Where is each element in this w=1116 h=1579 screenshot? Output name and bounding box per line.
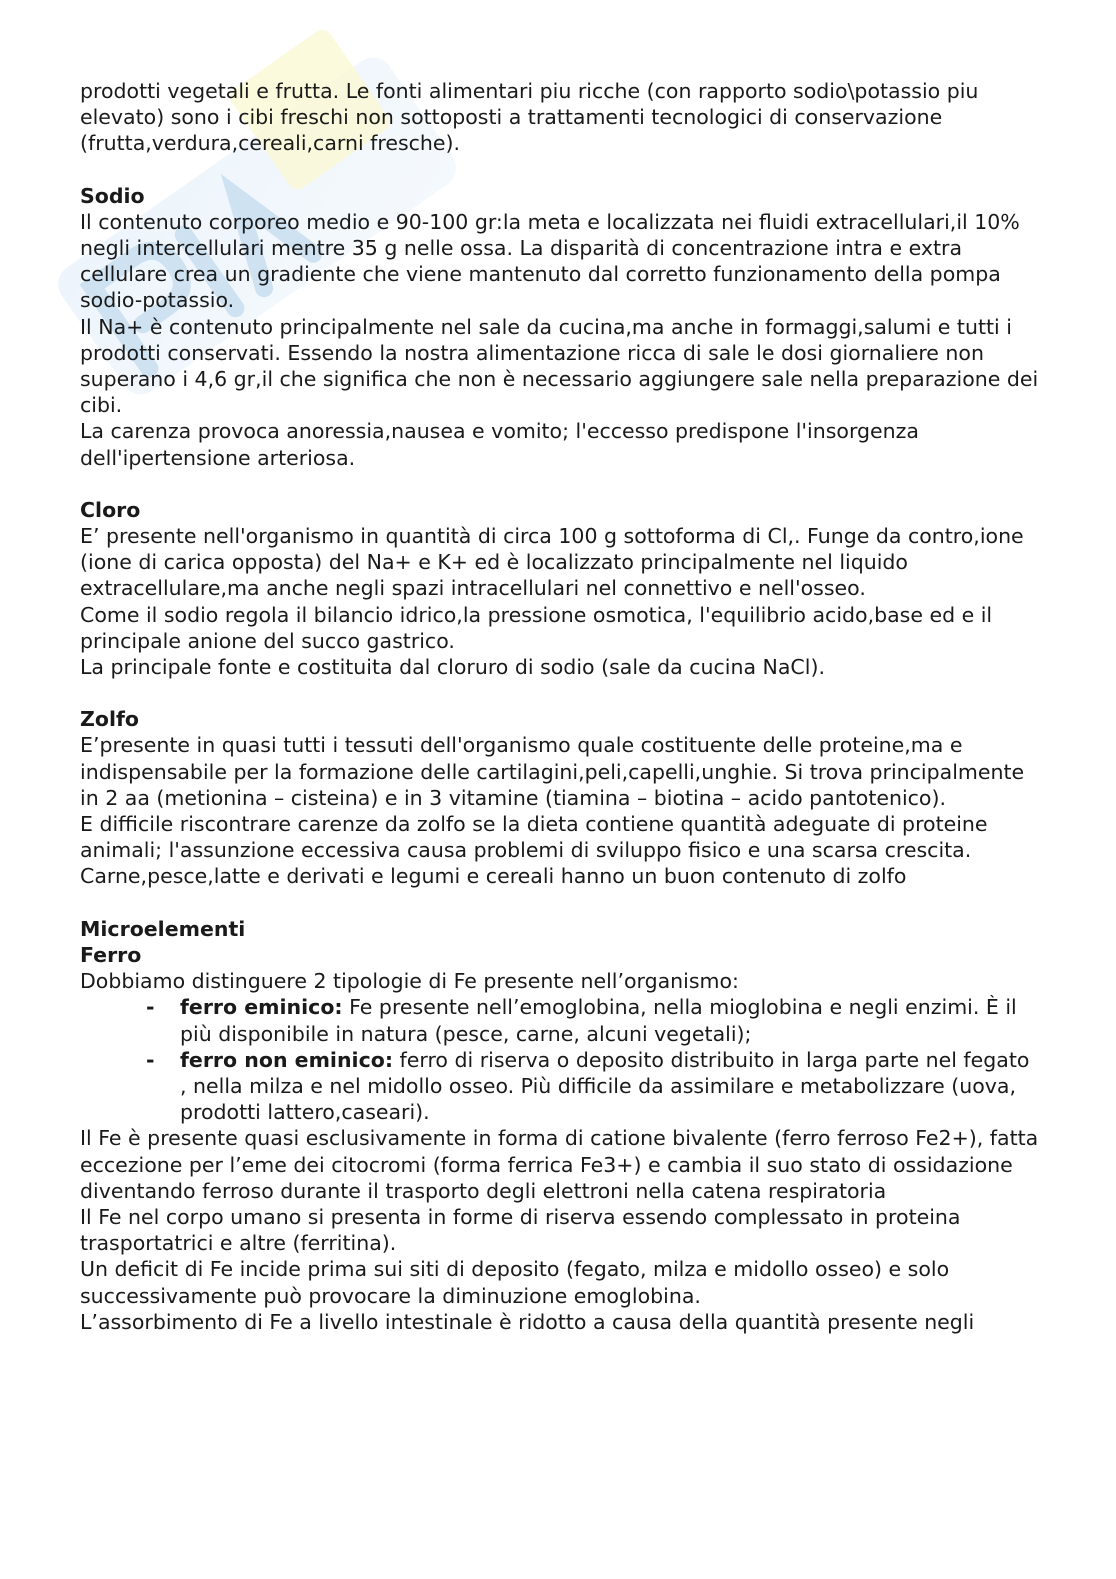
bullet-dash: - bbox=[146, 1047, 155, 1072]
zolfo-paragraph-2: E difficile riscontrare carenze da zolfo se la dieta contiene quantità adeguate di proteine animali; l'assunzione eccessiva causa problemi di sviluppo fisico e una scarsa crescita. bbox=[80, 812, 988, 863]
ferro-paragraph-4: L’assorbimento di Fe a livello intestinale è ridotto a causa della quantità presente negli bbox=[80, 1309, 975, 1334]
ferro-paragraph-3: Un deficit di Fe incide prima sui siti di deposito (fegato, milza e midollo osseo) e solo successivamente può provocare la diminuzione emoglobina. bbox=[80, 1257, 950, 1308]
ferro-paragraph-1: Il Fe è presente quasi esclusivamente in forma di catione bivalente (ferro ferroso Fe2+), fatta eccezione per l’eme dei citocromi (forma ferrica Fe3+) e cambia il suo stato di ossidazione diventando ferroso durante il trasporto degli elettroni nella catena respiratoria bbox=[80, 1126, 1039, 1203]
section-heading-zolfo: Zolfo bbox=[80, 707, 139, 732]
cloro-paragraph-1: E’ presente nell'organismo in quantità di circa 100 g sottoforma di Cl,. Funge da contro,ione (ione di carica opposta) del Na+ e K+ ed è localizzato principalmente nel liquido extracellulare,ma anche negli spazi intracellulari nel connettivo e nell'osseo. bbox=[80, 524, 1024, 601]
zolfo-paragraph-3: Carne,pesce,latte e derivati e legumi e cereali hanno un buon contenuto di zolfo bbox=[80, 864, 907, 889]
sodio-paragraph-2: Il Na+ è contenuto principalmente nel sale da cucina,ma anche in formaggi,salumi e tutti i prodotti conservati. Essendo la nostra alimentazione ricca di sale le dosi giornaliere non superano i 4,6 gr,il che significa che non è necessario aggiungere sale nella preparazione dei cibi. bbox=[80, 314, 1039, 418]
zolfo-paragraph-1: E’presente in quasi tutti i tessuti dell'organismo quale costituente delle proteine,ma e indispensabile per la formazione delle cartilagini,peli,capelli,unghie. Si trova principalmente in 2 aa (metionina – cisteina) e in 3 vitamine (tiamina – biotina – acido pantotenico). bbox=[80, 733, 1025, 810]
list-item bbox=[80, 1047, 1040, 1126]
cloro-paragraph-3: La principale fonte e costituita dal cloruro di sodio (sale da cucina NaCl). bbox=[80, 655, 825, 680]
ferro-intro: Dobbiamo distinguere 2 tipologie di Fe presente nell’organismo: bbox=[80, 969, 739, 994]
sodio-paragraph-3: La carenza provoca anoressia,nausea e vomito; l'eccesso predispone l'insorgenza dell'ipertensione arteriosa. bbox=[80, 419, 919, 470]
section-heading-sodio: Sodio bbox=[80, 183, 145, 208]
sodio-paragraph-1: Il contenuto corporeo medio e 90-100 gr:la meta e localizzata nei fluidi extracellulari,il 10% negli intercellulari mentre 35 g nelle ossa. La disparità di concentrazione intra e extra cellulare crea un gradiente che viene mantenuto dal corretto funzionamento della pompa sodio-potassio. bbox=[80, 209, 1020, 313]
list-item bbox=[80, 994, 1040, 1046]
list-item-text: Fe presente nell’emoglobina, nella mioglobina e negli enzimi. È il più disponibile in natura (pesce, carne, alcuni vegetali); bbox=[180, 995, 1017, 1046]
list-item-term: ferro non eminico: bbox=[180, 1047, 394, 1072]
list-item-term: ferro eminico: bbox=[180, 995, 343, 1020]
document-page bbox=[80, 78, 1040, 1335]
cloro-paragraph-2: Come il sodio regola il bilancio idrico,la pressione osmotica, l'equilibrio acido,base ed e il principale anione del succo gastrico. bbox=[80, 602, 993, 653]
list-item-text: ferro di riserva o deposito distribuito in larga parte nel fegato , nella milza e nel midollo osseo. Più difficile da assimilare e metabolizzare (uova, prodotti lattero,caseari). bbox=[180, 1047, 1030, 1125]
section-heading-cloro: Cloro bbox=[80, 497, 141, 522]
section-heading-ferro: Ferro bbox=[80, 942, 142, 967]
intro-paragraph: prodotti vegetali e frutta. Le fonti alimentari piu ricche (con rapporto sodio\potassio piu elevato) sono i cibi freschi non sottoposti a trattamenti tecnologici di conservazione (frutta,verdura,cereali,carni fresche). bbox=[80, 79, 979, 156]
ferro-paragraph-2: Il Fe nel corpo umano si presenta in forme di riserva essendo complessato in proteina trasportatrici e altre (ferritina). bbox=[80, 1204, 961, 1256]
ferro-types-list bbox=[80, 994, 1040, 1125]
section-heading-microelementi: Microelementi bbox=[80, 916, 246, 941]
bullet-dash: - bbox=[146, 995, 155, 1020]
